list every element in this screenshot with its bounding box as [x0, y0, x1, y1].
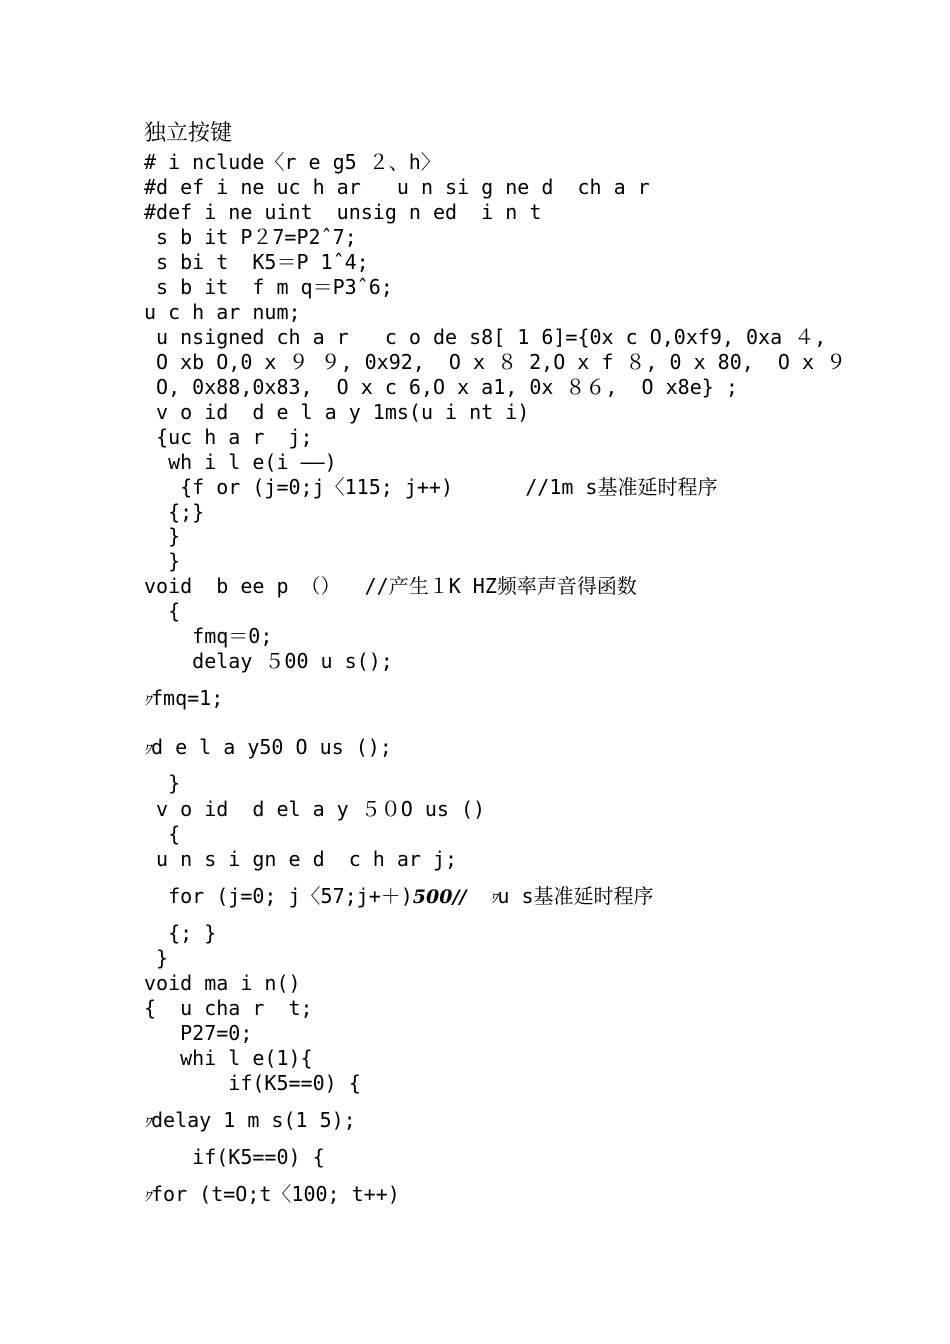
- code-line-fmq-1: ﾜfmq=1;: [144, 686, 224, 710]
- glitch-mark: ﾜ: [144, 1115, 151, 1131]
- glitch-mark: ﾜ: [144, 693, 151, 709]
- code-line-sbit-p27: s b it P２7=P2ˆ7;: [144, 225, 357, 249]
- code-line-if-k5-1: if(K5==0) {: [144, 1071, 361, 1095]
- code-line-delay1ms-decl: v o id d e l a y 1ms(u i nt i): [144, 400, 530, 424]
- code-line-for-115: {f or (j=0;j〈115; j++) //1m s基准延时程序: [144, 475, 718, 499]
- code-line-delay1ms-15: ﾜdelay 1 m s(1 5);: [144, 1108, 356, 1132]
- glitch-mark: ﾜ: [144, 1189, 151, 1205]
- code-line-close-2: }: [144, 549, 181, 573]
- glitch-mark: ﾜ: [490, 891, 498, 907]
- code-line-beep-decl: void b ee p （） //产生１K HZ频率声音得函数: [144, 574, 637, 598]
- code-line-fmq-0: fmq＝0;: [144, 624, 273, 648]
- italic-500-comment: 500//: [412, 886, 467, 908]
- code-line-delay500us-1: delay ５00 u s();: [144, 649, 393, 673]
- code-line-for-57: for (j=0; j〈57;j+＋)500// ﾜu s基准延时程序: [144, 884, 654, 908]
- code-line-for-100: ﾜfor (t=O;t〈100; t++): [144, 1182, 400, 1206]
- code-line-if-k5-2: if(K5==0) {: [144, 1145, 325, 1169]
- code-line-open-brace: {: [144, 599, 181, 623]
- code-line-array-1: u nsigned ch a r c o de s8[ 1 6]={0x c O,0xf9, 0xa ４,: [144, 325, 827, 349]
- code-line-main-decl: void ma i n(): [144, 971, 301, 995]
- code-line-array-3: O, 0x88,0x83, O x c 6,O x a1, 0x ８６, O x8e} ;: [144, 375, 738, 399]
- document-title: 独立按键: [144, 121, 233, 146]
- code-line-define-uchar: #d ef i ne uc h ar u n si g ne d ch a r: [144, 175, 650, 199]
- code-line-close-3: }: [144, 946, 169, 970]
- code-line-delay500us-2: ﾜd e l a y50 O us ();: [144, 735, 392, 759]
- code-line-open-brace-2: {: [144, 822, 181, 846]
- code-line-close-1: }: [144, 524, 181, 548]
- code-line-sbit-k5: s bi t K5＝P 1ˆ4;: [144, 250, 369, 274]
- glitch-mark: ﾜ: [144, 742, 151, 758]
- code-line-define-uint: #def i ne uint unsig n ed i n t: [144, 200, 542, 224]
- code-line-p27-0: P27=0;: [144, 1021, 253, 1045]
- code-line-include: # i nclude〈r e g5 ２、h〉: [144, 150, 441, 174]
- code-line-array-2: O xb O,0 x ９ ９, 0x92, O x ８ 2,O x f ８, 0 x 80, O x ９: [144, 350, 847, 374]
- code-line-while: wh i l e(i ——): [144, 450, 337, 474]
- code-line-empty-body: {;}: [144, 500, 205, 524]
- code-line-uchar-t: { u cha r t;: [144, 996, 313, 1020]
- code-line-delay500us-decl: v o id d el a y ５０O us (): [144, 797, 486, 821]
- code-line-while-1: whi l e(1){: [144, 1046, 313, 1070]
- code-line-sbit-fmq: s b it f m q＝P3ˆ6;: [144, 275, 393, 299]
- code-line-uchar-j: {uc h a r j;: [144, 425, 313, 449]
- code-line-empty-body-2: {; }: [144, 921, 217, 945]
- code-line-close-beep: }: [144, 771, 181, 795]
- code-line-uchar-num: u c h ar num;: [144, 300, 301, 324]
- code-line-unsigned-char-j: u n s i gn e d c h ar j;: [144, 847, 458, 871]
